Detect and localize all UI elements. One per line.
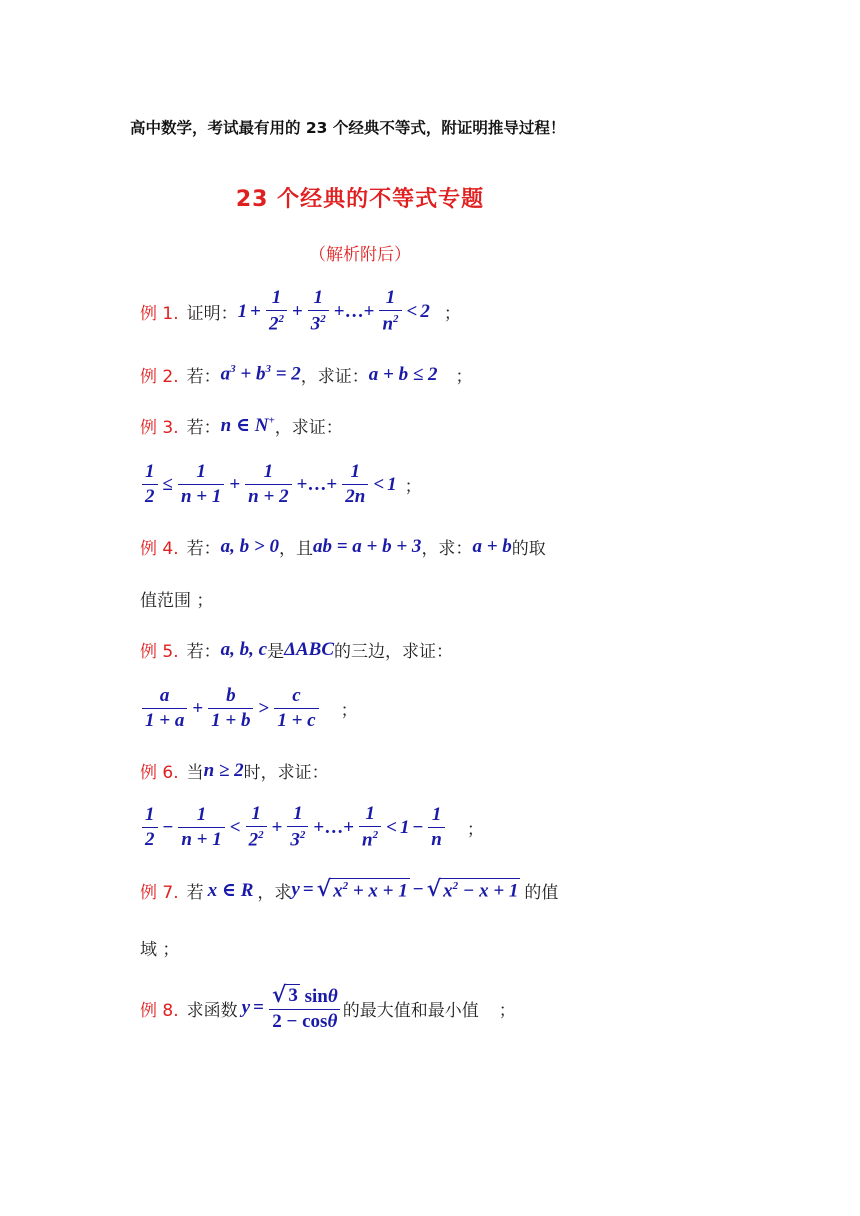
example-text: ，且: [278, 539, 313, 559]
formula: 1 + $\frac{1}{2^2}$ + $\frac{1}{3^2}$ +…+ $\frac{1}{n^2}$ < 2: [237, 287, 430, 335]
formula: a, b > 0: [220, 535, 279, 557]
example-7: [140, 878, 558, 903]
example-text: 值范围 ；: [140, 591, 214, 611]
formula: x ∈ R: [207, 880, 254, 901]
example-label: 例 4.: [140, 539, 179, 559]
formula: $a^3 + b^3 = 2$: [220, 363, 301, 385]
example-7-cont: [140, 935, 179, 960]
page-subtitle: （解析附后）: [309, 245, 411, 265]
example-text: ；: [443, 304, 461, 325]
example-text: ；: [340, 701, 358, 722]
formula: n ≥ 2: [203, 759, 244, 781]
example-text: ；: [498, 1000, 516, 1021]
example-text: 当: [186, 763, 204, 783]
formula: ΔABC: [284, 638, 334, 660]
example-label: 例 1.: [140, 304, 179, 325]
example-text: ，求证：: [300, 367, 369, 387]
example-text: 若：: [186, 539, 221, 559]
example-2: [140, 362, 473, 387]
page-title: 23 个经典的不等式专题: [235, 187, 485, 212]
page-headline: 高中数学，考试最有用的 23 个经典不等式，附证明推导过程！: [130, 119, 566, 137]
example-text: ；: [455, 367, 473, 387]
example-label: 例 7.: [140, 883, 179, 903]
example-4: [140, 534, 546, 559]
example-text: 若: [186, 883, 204, 903]
example-label: 例 3.: [140, 418, 179, 438]
formula: ab = a + b + 3: [312, 535, 422, 557]
example-text: 时，求证：: [243, 763, 329, 783]
example-5: [140, 637, 453, 662]
example-5-formula: [140, 686, 358, 732]
example-text: 若：: [186, 642, 221, 662]
example-text: 若：: [186, 367, 221, 387]
example-label: 例 5.: [140, 642, 179, 662]
example-6: [140, 758, 329, 783]
example-text: ；: [404, 477, 422, 498]
example-8: [140, 984, 516, 1033]
formula: n ∈ N+: [220, 414, 275, 436]
example-text: ；: [466, 820, 484, 841]
formula: $\frac{1}{2}$ − $\frac{1}{n + 1}$ < $\frac{1}{2^2}$ + $\frac{1}{3^2}$ +…+ $\frac{1}{n^2}$ < 1 − $\frac{1}{n}$: [140, 804, 447, 851]
example-text: ，求：: [421, 539, 473, 559]
example-text: 的值: [524, 883, 559, 903]
formula: a + b ≤ 2: [368, 363, 438, 385]
example-label: 例 8.: [140, 1000, 179, 1021]
example-6-formula: [140, 804, 484, 851]
example-3-formula: [140, 462, 422, 508]
formula: a, b, c: [220, 638, 268, 660]
formula: y = √ $x^2 + x + 1$ − √ $x^2 - x + 1$: [291, 876, 519, 903]
example-label: 例 2.: [140, 367, 179, 387]
example-text: 证明：: [186, 304, 238, 325]
example-3: [140, 413, 343, 438]
example-text: 域 ；: [140, 940, 180, 960]
example-text: ，求证：: [274, 418, 343, 438]
example-4-cont: [140, 586, 213, 611]
example-1: [140, 288, 461, 335]
example-text: 的取: [511, 539, 546, 559]
example-text: 是: [267, 642, 285, 662]
formula: y = √ 3 sinθ 2 − cosθ: [242, 984, 343, 1033]
example-label: 例 6.: [140, 763, 179, 783]
formula: a + b: [472, 535, 512, 557]
formula: $\frac{a}{1 + a}$ + $\frac{b}{1 + b}$ > $\frac{c}{1 + c}$: [140, 686, 321, 732]
example-text: ，求: [257, 883, 292, 903]
formula: $\frac{1}{2}$ ≤ $\frac{1}{n + 1}$ + $\frac{1}{n + 2}$ +…+ $\frac{1}{2n}$ < 1: [140, 462, 397, 508]
example-text: 求函数: [186, 1000, 238, 1021]
example-text: 的三边，求证：: [334, 642, 453, 662]
example-text: 若：: [186, 418, 221, 438]
example-text: 的最大值和最小值: [342, 1000, 479, 1021]
